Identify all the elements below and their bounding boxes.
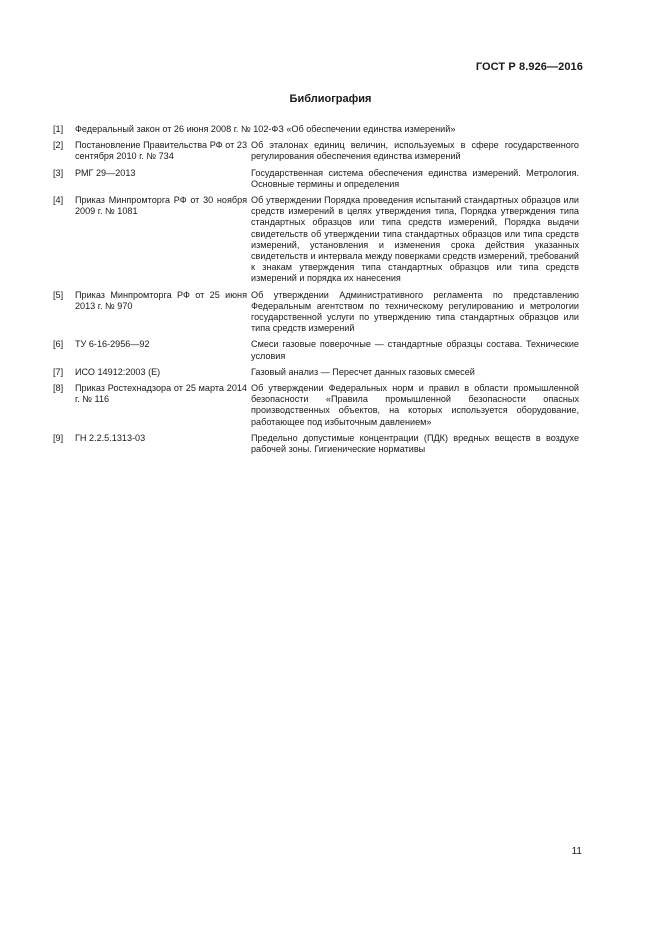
entry-number: [4]: [53, 195, 64, 206]
entry-description: Об утверждении Административного регламента по представлению Федеральным агентством по техническому регулированию и метрологии государственной услуги по утверждению типа стандартных образцов или типа средств измерений: [251, 289, 579, 334]
entry-reference: Приказ Минпромторга РФ от 25 июня 2013 г. № 970: [75, 289, 247, 311]
entry-reference: ИСО 14912:2003 (E): [75, 366, 161, 377]
bibliography-list: [53, 124, 579, 460]
entry-number: [6]: [53, 339, 64, 350]
entry-number: [1]: [53, 124, 64, 134]
bibliography-entry: [53, 168, 579, 190]
entry-number: [8]: [53, 383, 64, 394]
entry-number: [3]: [53, 167, 64, 178]
entry-description: Государственная система обеспечения единства измерений. Метрология. Основные термины и определения: [251, 167, 579, 189]
entry-reference: Приказ Минпромторга РФ от 30 ноября 2009 г. № 1081: [75, 195, 247, 217]
entry-reference: РМГ 29—2013: [75, 167, 136, 178]
entry-description: Об эталонах единиц величин, используемых в сфере государственного регулирования обеспечения единства измерений: [251, 140, 579, 162]
entry-reference: ТУ 6-16-2956—92: [75, 339, 150, 350]
entry-number: [7]: [53, 366, 64, 377]
entry-reference: ГН 2.2.5.1313-03: [75, 432, 146, 443]
entry-description: Газовый анализ — Пересчет данных газовых смесей: [251, 366, 475, 377]
section-title: Библиография: [289, 93, 372, 105]
bibliography-entry: [53, 124, 579, 135]
entry-reference: Приказ Ростехнадзора от 25 марта 2014 г. № 116: [75, 383, 247, 405]
bibliography-entry: [53, 367, 579, 378]
entry-description: Об утверждении Порядка проведения испытаний стандартных образцов или средств измерений в целях утверждения типа, Порядка утверждения типа стандартных образцов или типа средств измерений, Порядка выдачи свидетельств об утверждении типа стандартных образцов или типа средств измерений, установления и изменения срока действия указанных свидетельств и интервала между поверками средств измерений, требований к знакам утверждения типа стандартных образцов или типа средств измерений и порядка их нанесения: [251, 195, 579, 284]
bibliography-entry: [53, 433, 579, 455]
entry-description: Смеси газовые поверочные — стандартные образцы состава. Технические условия: [251, 339, 579, 361]
bibliography-entry: [53, 290, 579, 335]
entry-description: Предельно допустимые концентрации (ПДК) вредных веществ в воздухе рабочей зоны. Гигиенические нормативы: [251, 432, 579, 455]
entry-reference: Постановление Правительства РФ от 23 сентября 2010 г. № 734: [75, 140, 247, 162]
bibliography-entry: [53, 339, 579, 361]
bibliography-entry: [53, 195, 579, 285]
entry-number: [9]: [53, 432, 64, 443]
entry-number: [2]: [53, 140, 64, 151]
bibliography-entry: [53, 140, 579, 162]
entry-number: [5]: [53, 289, 64, 300]
bibliography-entry: [53, 383, 579, 428]
page-number: 11: [571, 846, 582, 857]
document-code: ГОСТ Р 8.926—2016: [475, 61, 583, 73]
entry-description: Об утверждении Федеральных норм и правил в области промышленной безопасности «Правила промышленной безопасности опасных производственных объектов, на которых используется оборудование, работающее под избыточным давлением»: [251, 383, 579, 427]
entry-full-reference: Федеральный закон от 26 июня 2008 г. № 102-ФЗ «Об обеспечении единства измерений»: [75, 124, 456, 134]
